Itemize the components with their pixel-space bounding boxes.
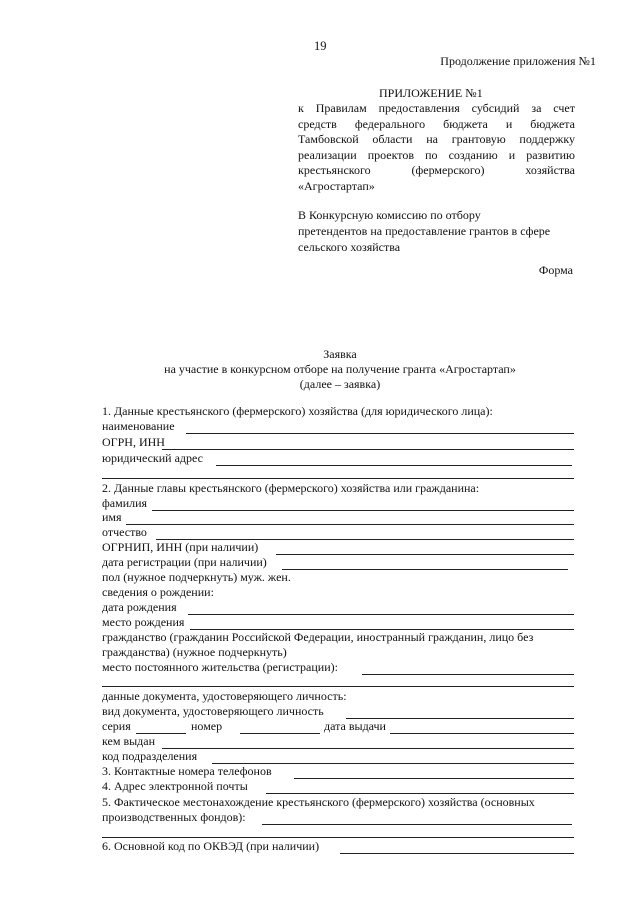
ogrn-label: ОГРН, ИНН — [102, 435, 165, 449]
section5-row-1 — [102, 796, 535, 810]
citizenship-row-1 — [102, 631, 533, 645]
first-name-row — [102, 511, 122, 525]
appendix-line: к Правилам предоставления субсидий за счет — [298, 101, 575, 115]
doc-data-label: данные документа, удостоверяющего личность: — [102, 689, 347, 703]
series-number-row — [102, 720, 131, 734]
appendix-line: «Агростартап» — [298, 178, 375, 193]
patronymic-field[interactable] — [156, 526, 574, 540]
page-number: 19 — [314, 39, 327, 53]
citizenship-row-2 — [102, 646, 287, 660]
ogrn-row — [102, 436, 165, 450]
addressee-line: сельского хозяйства — [298, 240, 401, 254]
citizenship-label-2: гражданства) (нужное подчеркнуть) — [102, 645, 287, 659]
appendix-line: крестьянского (фермерского) хозяйства — [298, 163, 575, 177]
form-label: Форма — [538, 263, 573, 277]
doc-type-field[interactable] — [346, 705, 574, 719]
appendix-line: Тамбовской области на грантовую поддержку — [298, 132, 575, 146]
reg-date-row — [102, 556, 267, 570]
ogrn-field[interactable] — [162, 436, 574, 450]
issued-by-row — [102, 735, 155, 749]
org-name-row — [102, 420, 175, 434]
birth-place-row — [102, 616, 184, 630]
birth-info-row — [102, 586, 214, 600]
legal-address-row — [102, 452, 203, 466]
email-field[interactable] — [266, 780, 574, 794]
section6-label: 6. Основной код по ОКВЭД (при наличии) — [102, 839, 320, 853]
residence-field-extra[interactable] — [102, 673, 574, 687]
citizenship-label-1: гражданство (гражданин Российской Федерации, иностранный гражданин, лицо без — [102, 630, 534, 644]
legal-address-label: юридический адрес — [102, 451, 203, 465]
birth-info-label: сведения о рождении: — [102, 585, 214, 599]
section5-label-2: производственных фондов): — [102, 810, 246, 824]
section5-label-1: 5. Фактическое местонахождение крестьянского (фермерского) хозяйства (основных — [102, 795, 535, 809]
continuation-note: Продолжение приложения №1 — [440, 54, 596, 68]
birth-date-label: дата рождения — [102, 600, 177, 614]
section5-row-2 — [102, 811, 246, 825]
section2-title: 2. Данные главы крестьянского (фермерского) хозяйства или гражданина: — [102, 481, 480, 495]
dept-code-label: код подразделения — [102, 749, 198, 763]
reg-date-field[interactable] — [282, 556, 568, 570]
section1-title: 1. Данные крестьянского (фермерского) хозяйства (для юридического лица): — [102, 404, 493, 418]
appendix-text — [298, 102, 575, 195]
ogrnip-field[interactable] — [276, 541, 574, 555]
series-field[interactable] — [136, 720, 186, 734]
number-field[interactable] — [240, 720, 320, 734]
section3-row — [102, 765, 272, 779]
series-label: серия — [102, 719, 131, 733]
gender-row — [102, 571, 291, 585]
doc-data-row — [102, 690, 347, 704]
birth-place-label: место рождения — [102, 615, 185, 629]
addressee-line: В Конкурсную комиссию по отбору — [298, 208, 481, 222]
issue-date-label: дата выдачи — [324, 719, 386, 733]
residence-label: место постоянного жительства (регистрации): — [102, 660, 338, 674]
org-name-field[interactable] — [186, 420, 574, 434]
application-subtitle: на участие в конкурсном отборе на получение гранта «Агростартап» — [164, 362, 516, 376]
reg-date-label: дата регистрации (при наличии) — [102, 555, 267, 569]
section4-label: 4. Адрес электронной почты — [102, 779, 248, 793]
first-name-field[interactable] — [126, 511, 574, 525]
patronymic-row — [102, 526, 147, 540]
phone-field[interactable] — [294, 765, 574, 779]
application-note: (далее – заявка) — [299, 377, 381, 391]
ogrnip-label: ОГРНИП, ИНН (при наличии) — [102, 540, 259, 554]
surname-label: фамилия — [102, 496, 148, 510]
section4-row — [102, 780, 248, 794]
birth-place-field[interactable] — [190, 616, 574, 630]
birth-date-field[interactable] — [188, 601, 574, 615]
location-field[interactable] — [262, 811, 572, 825]
legal-address-field[interactable] — [216, 452, 572, 466]
doc-type-row — [102, 705, 324, 719]
section3-label: 3. Контактные номера телефонов — [102, 764, 272, 778]
first-name-label: имя — [102, 510, 122, 524]
dept-code-field[interactable] — [212, 750, 574, 764]
section6-row — [102, 840, 319, 854]
ogrnip-row — [102, 541, 258, 555]
org-name-label: наименование — [102, 419, 175, 433]
legal-address-field-extra[interactable] — [102, 465, 574, 479]
addressee-line: претендентов на предоставление грантов в сфере — [298, 224, 551, 238]
application-title: Заявка — [323, 347, 357, 361]
addressee-block — [298, 209, 578, 257]
appendix-line: реализации проектов по созданию и развитию — [298, 147, 575, 162]
dept-code-row — [102, 750, 197, 764]
doc-type-label: вид документа, удостоверяющего личность — [102, 704, 324, 718]
appendix-title: ПРИЛОЖЕНИЕ №1 — [379, 86, 483, 100]
issued-by-label: кем выдан — [102, 734, 156, 748]
patronymic-label: отчество — [102, 525, 147, 539]
gender-label: пол (нужное подчеркнуть) муж. жен. — [102, 570, 291, 584]
issue-date-field[interactable] — [390, 720, 574, 734]
issued-by-field[interactable] — [162, 735, 574, 749]
number-label: номер — [191, 719, 223, 733]
appendix-line: средств федерального бюджета и бюджета — [298, 116, 575, 131]
surname-field[interactable] — [152, 497, 574, 511]
location-field-extra[interactable] — [102, 824, 574, 838]
okved-field[interactable] — [340, 840, 574, 854]
birth-date-row — [102, 601, 177, 615]
surname-row — [102, 497, 147, 511]
